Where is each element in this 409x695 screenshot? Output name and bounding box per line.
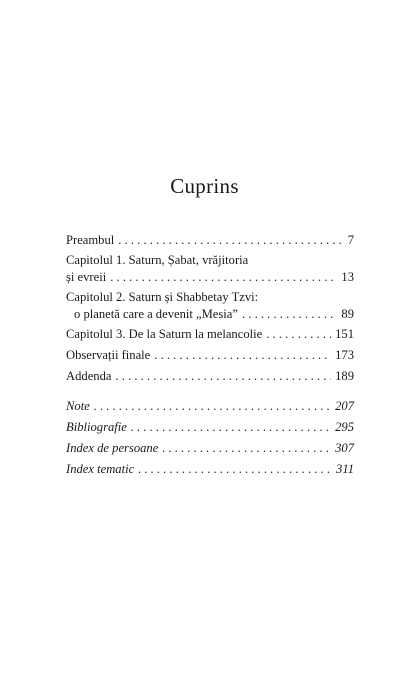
toc-entry-capitolul-2 — [66, 289, 354, 323]
toc-page-number: 311 — [336, 462, 354, 476]
toc-entry-title-line: o planetă care a devenit „Mesia” — [74, 307, 238, 321]
dot-leader — [266, 326, 331, 343]
dot-leader — [115, 368, 331, 385]
toc-entry-title: Note — [66, 399, 90, 413]
dot-leader — [138, 461, 332, 478]
toc-page-number: 189 — [335, 369, 354, 383]
toc-page-number: 89 — [341, 307, 354, 321]
toc-entry-note — [66, 398, 354, 415]
toc-entry-title: Bibliografie — [66, 420, 127, 434]
dot-leader — [118, 232, 343, 249]
toc-page-number: 7 — [347, 233, 354, 247]
toc-entry-title: Capitolul 3. De la Saturn la melancolie — [66, 327, 263, 341]
dot-leader — [162, 440, 331, 457]
toc-page-number: 207 — [335, 399, 354, 413]
toc-entry-title-line: și evreii — [66, 270, 107, 284]
toc-entry-addenda — [66, 368, 354, 385]
dot-leader — [131, 419, 331, 436]
toc-entry-bibliografie — [66, 419, 354, 436]
toc-entry-title-line: Capitolul 1. Saturn, Șabat, vrăjitoria — [66, 253, 249, 267]
toc-entry-title-line: Capitolul 2. Saturn și Shabbetay Tzvi: — [66, 290, 259, 304]
toc-entry-preambul — [66, 232, 354, 249]
page-title: Cuprins — [170, 174, 239, 198]
dot-leader — [242, 306, 337, 323]
toc-page-number: 295 — [335, 420, 354, 434]
toc-page-number: 151 — [335, 327, 354, 341]
toc-entry-index-persoane — [66, 440, 354, 457]
dot-leader — [94, 398, 331, 415]
toc-entry-capitolul-3 — [66, 326, 354, 343]
toc-page-number: 13 — [341, 270, 354, 284]
toc-entry-title: Preambul — [66, 233, 115, 247]
toc-entry-title: Index de persoane — [66, 441, 159, 455]
toc-entry-capitolul-1 — [66, 252, 354, 286]
dot-leader — [110, 269, 337, 286]
toc-entry-title: Observații finale — [66, 348, 151, 362]
toc-entry-index-tematic — [66, 461, 354, 478]
toc-entry-observatii-finale — [66, 347, 354, 364]
toc-entry-title: Addenda — [66, 369, 112, 383]
dot-leader — [154, 347, 331, 364]
toc-entry-title: Index tematic — [66, 462, 135, 476]
toc-page-number: 173 — [335, 348, 354, 362]
toc-page-number: 307 — [335, 441, 354, 455]
